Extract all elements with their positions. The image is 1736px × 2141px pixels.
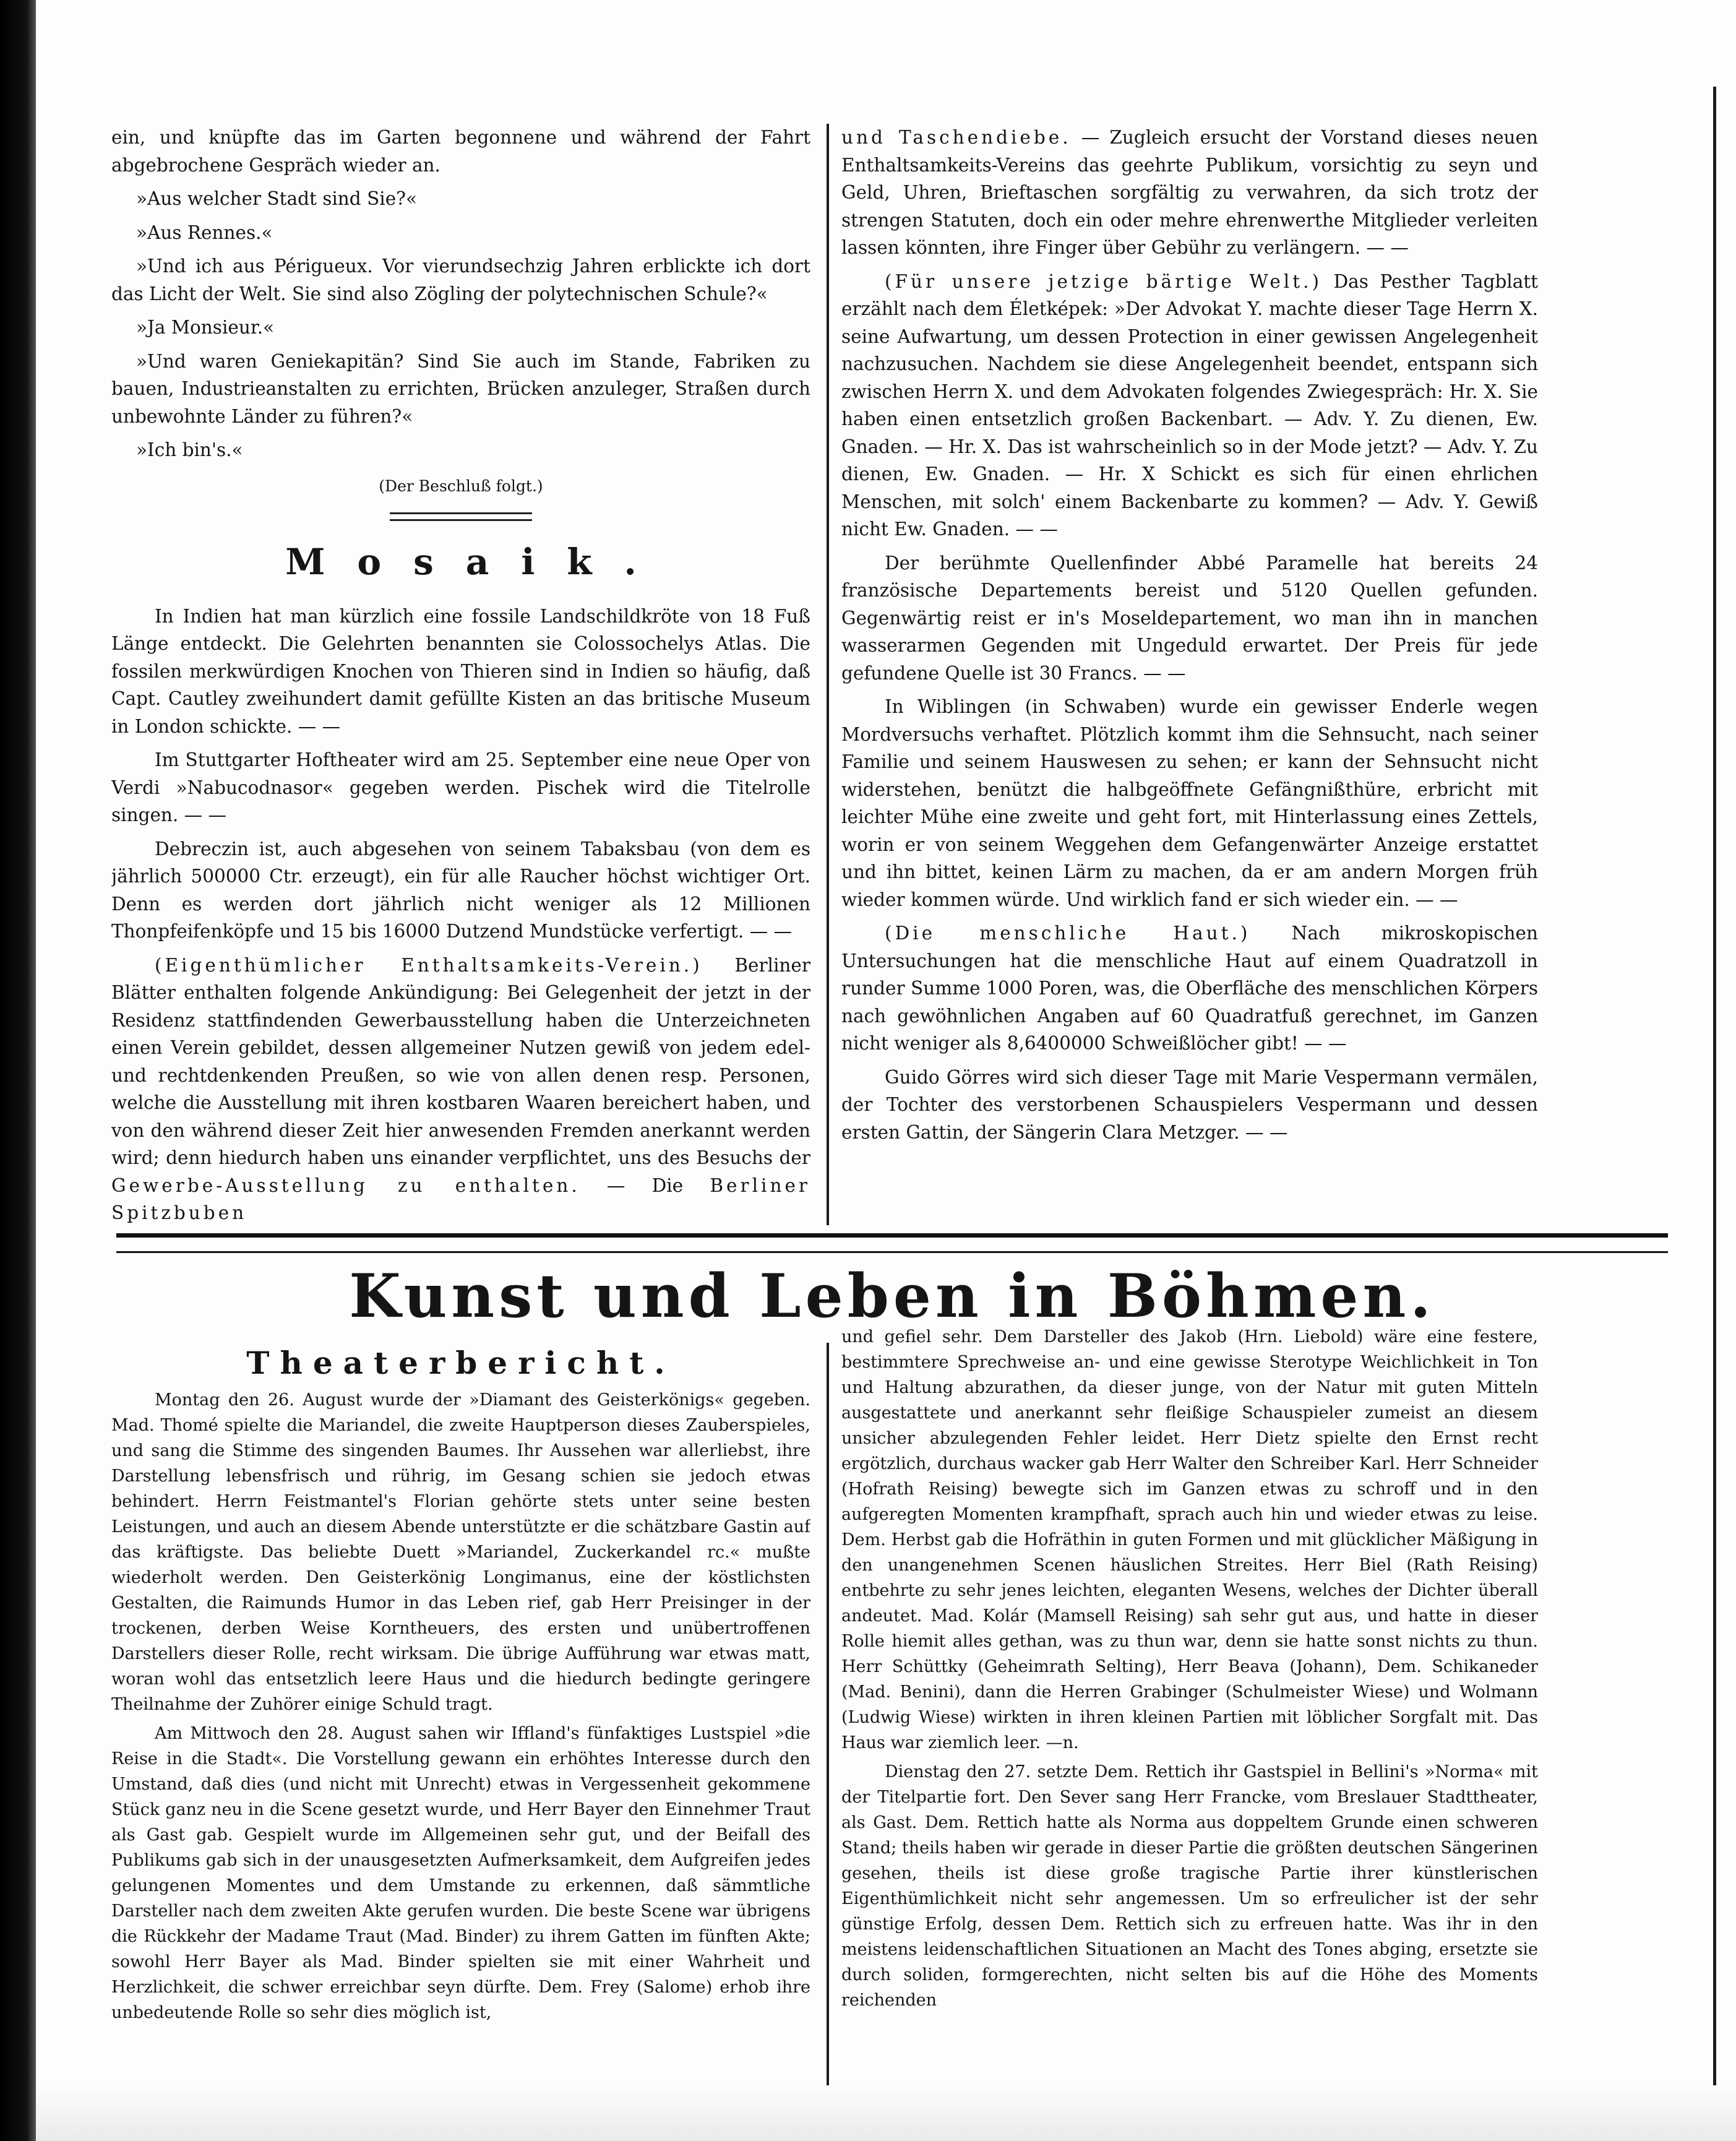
theater-report-heading: Theaterbericht. <box>246 1345 676 1381</box>
item-heading: (Für unsere jetzige bärtige Welt.) <box>885 270 1322 292</box>
news-item: In Indien hat man kürzlich eine fossile Landschildkröte von 18 Fuß Länge entdeckt. Die Gelehrten benannten sie Colossochelys Atlas. Die fossilen merkwürdigen Knochen von Thieren sind in Indien so häufig, daß Capt. Cautley zweihundert damit gefüllte Kisten an das britische Museum in London schickte. — — <box>111 605 810 737</box>
item-text: Nach mikroskopischen Untersuchungen hat die menschliche Haut auf einem Quadratzoll in runder Summe 1000 Poren, was, die Oberfläche des menschlichen Körpers nach gewöhnlichen Angaben auf 60 Quadratfuß gerechnet, im Ganzen nicht weniger als 8,6400000 Schweißlöcher gibt! — — <box>841 923 1538 1054</box>
news-item <box>841 124 1538 262</box>
section-separator-rule <box>116 1233 1668 1253</box>
dialogue-line: »Aus welcher Stadt sind Sie?« <box>136 188 418 209</box>
item-text-spaced: und Taschendiebe. <box>841 127 1072 148</box>
paragraph: ein, und knüpfte das im Garten begonnene und während der Fahrt abgebrochene Gespräch wieder an. <box>111 127 810 176</box>
column-divider <box>827 124 829 1225</box>
review-paragraph: Montag den 26. August wurde der »Diamant des Geisterkönigs« gegeben. Mad. Thomé spielte die Mariandel, die zweite Hauptperson dieses Zauberspieles, und sang die Stimme des singenden Baumes. Ihr Aussehen war allerliebst, ihre Darstellung lebensfrisch und rührig, im Gesang schien sie jedoch etwas behindert. Herrn Feistmantel's Florian gehörte stets unter seine besten Leistungen, und auch an diesem Abende unterstützte er die schätzbare Gastin auf das kräftigste. Das beliebte Duett »Mariandel, Zuckerkandel rc.« mußte wiederholt werden. Den Geisterkönig Longimanus, eine der köstlichsten Gestalten, die Raimunds Humor in das Leben rief, gab Herr Preisinger in der trockenen, derben Weise Korntheuers, des ersten und unübertroffenen Darstellers dieser Rolle, recht wirksam. Die übrige Aufführung war etwas matt, woran wohl das entsetzlich leere Haus und die hiedurch bedingte geringere Theilnahme der Zuhörer einige Schuld tragt. <box>111 1390 810 1714</box>
item-text: Berliner Blätter enthalten folgende Ankündigung: Bei Gelegenheit der jetzt in der Residenz stattfindenden Gewerbausstellung haben die Unterzeichneten einen Verein gebildet, dessen allgemeiner Nutzen gewiß von jedem edel- und rechtdenkenden Preußen, so wie von allen denen resp. Personen, welche die Ausstellung mit ihren kostbaren Waaren bereichert haben, und von den während dieser Zeit hier anwesenden Fremden anerkannt werden wird; denn hiedurch haben uns einander verpflichtet, uns des Besuchs der <box>111 954 810 1168</box>
item-heading: (Eigenthümlicher Enthaltsamkeits-Verein.) <box>155 954 703 976</box>
page-bottom-edge <box>36 2085 1736 2141</box>
lower-right-column <box>841 1324 1538 2085</box>
item-text: — Die <box>580 1174 710 1196</box>
news-item <box>111 952 810 1226</box>
book-spine-shadow <box>0 0 36 2141</box>
item-text: Das Pesther Tagblatt erzählt nach dem Életképek: »Der Advokat Y. machte dieser Tage Herrn X. seine Aufwartung, um dessen Protection in einer gewissen Angelegenheit nachzusuchen. Nachdem sie diese Angelegenheit beendet, entspann sich zwischen Herrn X. und dem Advokaten folgendes Zwiegespräch: Hr. X. Sie haben einen entsetzlich großen Backenbart. — Adv. Y. Zu dienen, Ew. Gnaden. — Hr. X. Das ist wahrscheinlich so in der Mode jetzt? — Adv. Y. Zu dienen, Ew. Gnaden. — Hr. X Schickt es sich für einen ehrlichen Menschen, mit solch' einem Backenbarte zu kommen? — Adv. Y. Gewiß nicht Ew. Gnaden. — — <box>841 270 1538 540</box>
dialogue-line: »Und ich aus Périgueux. Vor vierundsechzig Jahren erblickte ich dort das Licht der Welt. Sie sind also Zögling der polytechnischen Schule?« <box>111 256 810 304</box>
news-item: Der berühmte Quellenfinder Abbé Paramelle hat bereits 24 französische Departements bereist und 5120 Quellen gefunden. Gegenwärtig reist er in's Moseldepartement, wo man ihn in manchen wasserarmen Gegenden mit Ungeduld erwartet. Der Preis für jede gefundene Quelle ist 30 Francs. — — <box>841 552 1538 684</box>
upper-right-column <box>841 124 1538 1225</box>
dialogue-line: »Ja Monsieur.« <box>136 317 275 338</box>
review-paragraph: und gefiel sehr. Dem Darsteller des Jakob (Hrn. Liebold) wäre eine festere, bestimmtere Sprechweise an- und eine gewisse Sterotype Weichlichkeit in Ton und Haltung abzurathen, da dieser junge, von der Natur mit guten Mitteln ausgestattete und anerkannt sehr fleißige Schauspieler zumeist an diesem unsicher abzulegenden Fehler leidet. Herr Dietz spielte den Ernst recht ergötzlich, durchaus wacker gab Herr Walter den Schreiber Karl. Herr Schneider (Hofrath Reising) bewegte sich im Ganzen etwas zu schroff und in den aufgeregten Momenten krampfhaft, sprach auch hin und wieder etwas zu leise. Dem. Herbst gab die Hofräthin in guten Formen und mit glücklicher Mäßigung in den unangenehmen Scenen häuslichen Streites. Herr Biel (Rath Reising) entbehrte zu sehr jenes leichten, eleganten Wesens, welches der Dichter überall andeutet. Mad. Kolár (Mamsell Reising) sah sehr gut aus, und hatte in dieser Rolle hiemit alles gethan, was zu thun war, denn sie hatte sonst nichts zu thun. Herr Schüttky (Geheimrath Selting), Herr Beava (Johann), Dem. Schikaneder (Mad. Benini), dann die Herren Grabinger (Schulmeister Wiese) und Wolmann (Ludwig Wiese) wirkten in ihren kleinen Partien mit löblicher Sorgfalt mit. Das Haus war ziemlich leer. —n. <box>841 1327 1538 1752</box>
right-border-rule <box>1713 87 1716 2085</box>
dialogue-line: »Und waren Geniekapitän? Sind Sie auch im Stande, Fabriken zu bauen, Industrieanstalten zu errichten, Brücken anzuleger, Straßen durch unbewohnte Länder zu führen?« <box>111 350 810 427</box>
item-text-spaced: Berliner Spitzbuben <box>111 1174 810 1223</box>
review-paragraph: Am Mittwoch den 28. August sahen wir Iffland's fünfaktiges Lustspiel »die Reise in die Stadt«. Die Vorstellung gewann ein erhöhtes Interesse durch den Umstand, daß dies (und nicht mit Unrecht) etwas in Vergessenheit gekommene Stück ganz neu in die Scene gesetzt wurde, und Herr Bayer den Einnehmer Traut als Gast gab. Gespielt wurde im Allgemeinen sehr gut, und der Beifall des Publikums gab sich in der unausgesetzten Aufmerksamkeit, dem Aufgreifen jedes gelungenen Momentes und dem Umstande zu erkennen, daß sämmtliche Darsteller nach dem zweiten Akte gerufen wurden. Die beste Scene war übrigens die Rückkehr der Madame Traut (Mad. Binder) zu ihrem Gatten im fünften Akte; sowohl Herr Bayer als Mad. Binder spielten sie mit einer Wahrheit und Herzlichkeit, die schwer erreichbar seyn dürfte. Dem. Frey (Salome) erhob ihre unbedeutende Rolle so sehr dies möglich ist, <box>111 1724 810 2022</box>
upper-left-column <box>111 124 810 1225</box>
news-item: Guido Görres wird sich dieser Tage mit Marie Vespermann vermälen, der Tochter des verstorbenen Schauspielers Vespermann und dessen ersten Gattin, der Sängerin Clara Metzger. — — <box>841 1066 1538 1143</box>
news-item: Debreczin ist, auch abgesehen von seinem Tabaksbau (von dem es jährlich 500000 Ctr. erzeugt), ein für alle Raucher höchst wichtiger Ort. Denn es werden dort jährlich nicht weniger als 12 Millionen Thonpfeifenköpfe und 15 bis 16000 Dutzend Mundstücke verfertigt. — — <box>111 838 810 942</box>
news-item <box>841 920 1538 1058</box>
item-text-spaced: Gewerbe-Ausstellung zu enthalten. <box>111 1174 580 1196</box>
continuation-note: (Der Beschluß folgt.) <box>379 476 543 495</box>
section-divider <box>390 512 532 521</box>
section-banner-title: Kunst und Leben in Böhmen. <box>349 1261 1435 1331</box>
news-item: Im Stuttgarter Hoftheater wird am 25. September eine neue Oper von Verdi »Nabucodnasor« gegeben werden. Pischek wird die Titelrolle singen. — — <box>111 749 810 825</box>
dialogue-line: »Aus Rennes.« <box>136 222 273 243</box>
item-heading: (Die menschliche Haut.) <box>885 923 1251 944</box>
section-title-mosaik: Mosaik. <box>285 540 669 583</box>
lower-left-column <box>111 1343 810 2085</box>
column-divider <box>827 1343 829 2085</box>
news-item: In Wiblingen (in Schwaben) wurde ein gewisser Enderle wegen Mordversuchs verhaftet. Plötzlich kommt ihm die Sehnsucht, nach seiner Familie und seinem Hauswesen zu sehen; er kann der Sehnsucht nicht widerstehen, benützt die halbgeöffnete Gefängnißthüre, erbricht mit leichter Mühe eine zweite und geht fort, mit Hinterlassung eines Zettels, worin er von seinem Weggehen dem Gefangenwärter Anzeige erstattet und ihn bittet, keinen Lärm zu machen, da er am andern Morgen früh wieder kommen würde. Und wirklich fand er sich wieder ein. — — <box>841 696 1538 910</box>
dialogue-line: »Ich bin's.« <box>136 439 243 460</box>
news-item <box>841 268 1538 543</box>
review-paragraph: Dienstag den 27. setzte Dem. Rettich ihr Gastspiel in Bellini's »Norma« mit der Titelpartie fort. Den Sever sang Herr Francke, vom Breslauer Stadttheater, als Gast. Dem. Rettich hatte als Norma aus doppeltem Grunde einen schweren Stand; theils haben wir gerade in dieser Partie die größten deutschen Sängerinen gesehen, theils ist diese große tragische Partie ihrer künstlerischen Eigenthümlichkeit nicht sehr angemessen. Um so erfreulicher ist der sehr günstige Erfolg, dessen Dem. Rettich sich zu erfreuen hatte. Was ihr in den meistens leidenschaftlichen Situationen an Macht des Tones abging, ersetzte sie durch soliden, formgerechten, nicht selten bis auf die Höhe des Moments reichenden <box>841 1762 1538 2010</box>
item-text: — Zugleich ersucht der Vorstand dieses neuen Enthaltsamkeits-Vereins das geehrte Publikum, vorsichtig zu seyn und Geld, Uhren, Brieftaschen sorgfältig zu verwahren, da sich trotz der strengen Statuten, doch ein oder mehre ehrenwerthe Mitglieder verleiten lassen könnten, ihre Finger über Gebühr zu verlängern. — — <box>841 127 1538 258</box>
